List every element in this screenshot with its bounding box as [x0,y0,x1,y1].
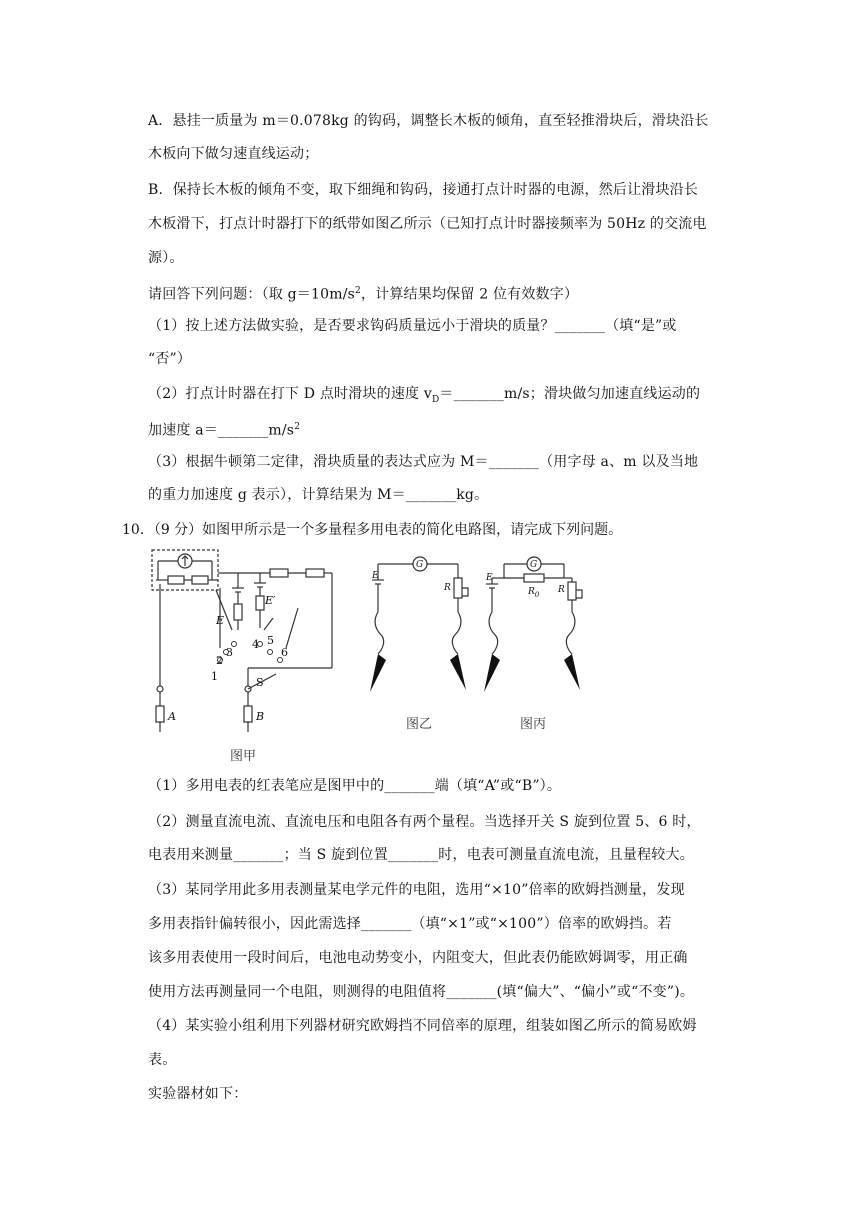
label-E-bing: E [486,573,493,583]
switch-position-3: 3 [226,646,233,659]
figure-jia-caption: 图甲 [230,749,257,764]
q2b-pre: 加速度 a＝_______m/s [148,422,295,439]
q10-part3-line4: 使用方法再测量同一个电阻，则测得的电阻值将_______(填“偏大”、“偏小”或“不变”)。 [148,984,695,1000]
switch-position-2: 2 [216,654,223,667]
q2-post: ＝_______m/s；滑块做匀加速直线运动的 [439,386,701,402]
option-b-line2: 木板滑下，打点计时器打下的纸带如图乙所示（已知打点计时器接频率为 50Hz 的交流电 [148,216,707,232]
label-R0-bing [527,587,540,599]
instruction-post: ，计算结果均保留 2 位有效数字） [360,286,579,303]
switch-position-5: 5 [267,634,274,647]
option-b-line1: B．保持长木板的倾角不变，取下细绳和钩码，接通打点计时器的电源，然后让滑块沿长 [148,182,699,198]
label-G-bing: G [530,560,538,570]
label-R0-sub: 0 [534,591,540,599]
label-E-prime: E′ [265,594,276,607]
instruction-pre: 请回答下列问题：（取 g＝10m/s [148,286,356,303]
label-E: E [216,614,225,627]
question-10-title: 10．（9 分）如图甲所示是一个多量程多用电表的简化电路图，请完成下列问题。 [122,522,623,538]
option-b-line3: 源）。 [148,250,184,266]
q3-line2: 的重力加速度 g 表示），计算结果为 M＝_______kg。 [148,487,489,503]
figure-yi-ohmmeter [368,550,478,700]
instruction-sup: 2 [355,286,361,296]
label-R-bing: R [558,585,565,595]
figure-bing-caption: 图丙 [520,717,547,732]
switch-position-6: 6 [281,646,288,659]
q10-part3-line2: 多用表指针偏转很小，因此需选择_______（填“×1”或“×100”）倍率的欧姆挡。若 [148,916,672,932]
option-a-line1: A．悬挂一质量为 m＝0.078kg 的钩码，调整长木板的倾角，直至轻推滑块后，滑块沿长 [148,113,709,129]
option-a-line2: 木板向下做匀速直线运动； [148,146,319,162]
label-R-yi: R [444,583,451,593]
figure-jia-circuit [148,548,348,740]
q10-part3-line1: （3）某同学用此多用表测量某电学元件的电阻，选用“×10”倍率的欧姆挡测量，发现 [148,882,685,898]
label-R0-main: R [528,587,535,597]
q1-line2: “否”） [148,351,192,367]
q10-part2-line1: （2）测量直流电流、直流电压和电阻各有两个量程。当选择开关 S 旋到位置 5、6 时， [148,814,701,830]
figure-bing-ohmmeter [482,550,592,700]
label-G-yi: G [416,560,424,570]
q2-sub: D [432,394,440,405]
label-A: A [168,710,176,723]
q3-line1: （3）根据牛顿第二定律，滑块质量的表达式应为 M＝_______（用字母 a、m 以及当地 [148,454,699,470]
q10-equipment-label: 实验器材如下： [148,1086,248,1102]
label-B: B [256,710,265,723]
q10-part3-line3: 该多用表使用一段时间后，电池电动势变小，内阻变大，但此表仍能欧姆调零，用正确 [148,950,688,966]
q10-part4-line1: （4）某实验小组利用下列器材研究欧姆挡不同倍率的原理，组装如图乙所示的简易欧姆 [148,1018,697,1034]
q2-line2 [148,411,733,448]
q10-part1: （1）多用电表的红表笔应是图甲中的_______端（填“A”或“B”）。 [148,778,562,794]
q2b-sup: 2 [294,422,301,432]
q1-line1: （1）按上述方法做实验，是否要求钩码质量远小于滑块的质量？_______（填“是”或 [148,318,677,334]
figure-yi-caption: 图乙 [406,717,433,732]
label-E-yi: E [372,571,379,581]
q2-pre: （2）打点计时器在打下 D 点时滑块的速度 v [148,386,432,402]
q10-part2-line2: 电表用来测量_______；当 S 旋到位置_______时，电表可测量直流电流，且量程较大。 [148,847,694,863]
switch-position-1: 1 [211,670,218,683]
switch-position-4: 4 [252,638,259,651]
label-S: S [256,676,264,689]
instruction [148,275,733,312]
q10-part4-line2: 表。 [148,1052,177,1068]
